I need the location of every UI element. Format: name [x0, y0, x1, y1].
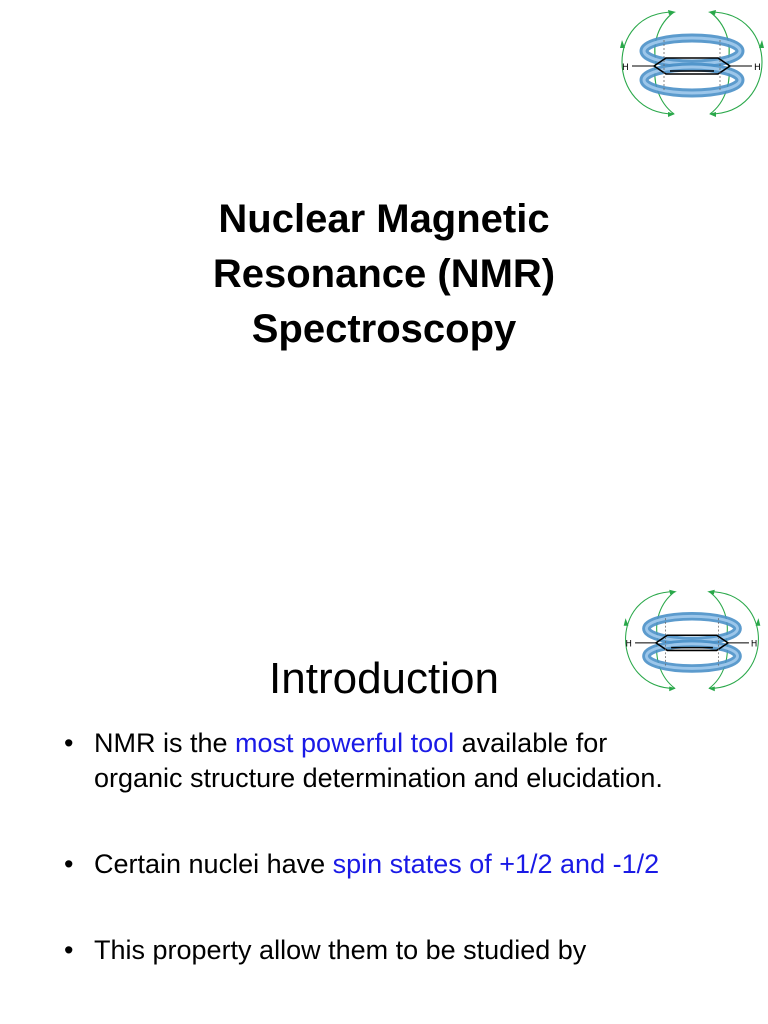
atom-label-right: H [750, 639, 758, 650]
bullet-text: NMR is the [94, 728, 236, 758]
introduction-slide [0, 576, 768, 1024]
bullet-item [60, 726, 680, 796]
bullet-icon: • [64, 935, 74, 965]
bullet-text: Certain nuclei have [94, 849, 333, 879]
atom-label-left: H [625, 639, 632, 650]
atom-label-right: H [754, 63, 761, 73]
atom-label-left: H [622, 63, 629, 73]
title-line-1: Nuclear Magnetic [218, 197, 550, 241]
title-line-3: Spectroscopy [251, 307, 517, 351]
slide-title [100, 192, 668, 357]
bullet-item [60, 933, 680, 968]
bullet-text: This property allow them to be studied by [94, 935, 587, 965]
bullet-text: available for organic structure determination and elucidation. [94, 728, 663, 793]
bullet-highlight: most powerful tool [235, 728, 455, 758]
bullet-icon: • [64, 728, 74, 758]
slide-heading: Introduction [269, 654, 499, 703]
bullet-icon: • [64, 849, 74, 879]
bullet-highlight: spin states of +1/2 and -1/2 [332, 849, 660, 879]
benzene-ring-current-diagram [618, 4, 766, 122]
bullet-item [60, 847, 680, 882]
bullet-list [60, 726, 680, 1019]
title-line-2: Resonance (NMR) [212, 252, 556, 296]
